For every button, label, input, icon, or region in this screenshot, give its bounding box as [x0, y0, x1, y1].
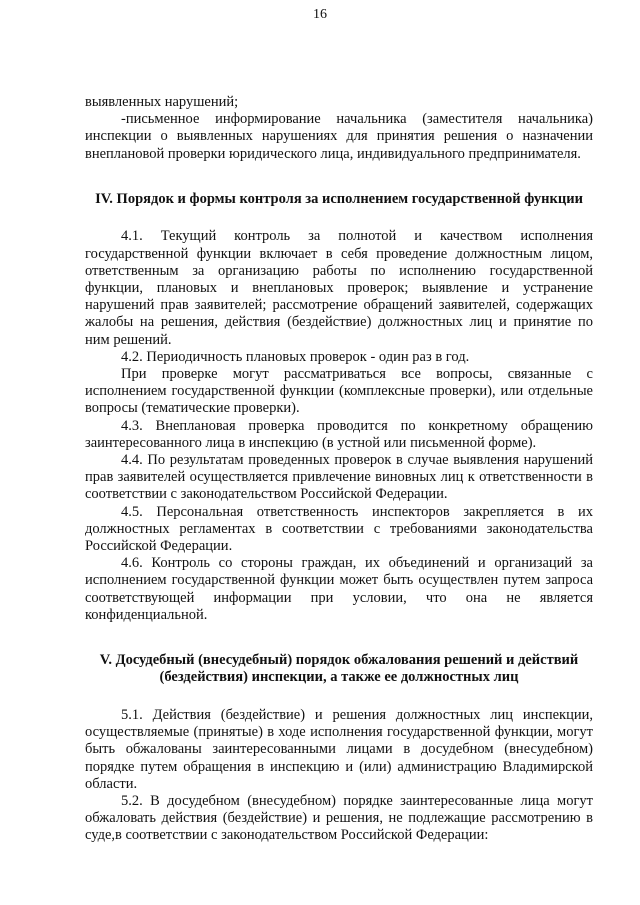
- paragraph-written-notice: -письменное информирование начальника (заместителя начальника) инспекции о выявленных нарушениях для принятия решения о назначении внеплановой проверки юридического лица, индивидуального предпринимателя.: [85, 111, 593, 162]
- section-heading-iv: IV. Порядок и формы контроля за исполнением государственной функции: [95, 190, 583, 207]
- paragraph-5-2: 5.2. В досудебном (внесудебном) порядке заинтересованные лица могут обжаловать действия (бездействие) и решения, не подлежащие рассмотрению в суде,в соответствии с законодательством Российской Федерации:: [85, 793, 593, 844]
- document-body: [85, 94, 593, 845]
- paragraph-continuation: выявленных нарушений;: [85, 94, 239, 110]
- paragraph-4-3: 4.3. Внеплановая проверка проводится по конкретному обращению заинтересованного лица в инспекцию (в устной или письменной форме).: [85, 417, 593, 451]
- paragraph-4-4: 4.4. По результатам проведенных проверок в случае выявления нарушений прав заявителей осуществляется привлечение виновных лиц к ответственности в соответствии с законодательством Российской Федерации.: [85, 451, 593, 503]
- page-number: 16: [313, 7, 327, 22]
- paragraph-5-1: 5.1. Действия (бездействие) и решения должностных лиц инспекции, осуществляемые (принятые) в ходе исполнения государственной функции, могут быть обжалованы заинтересованными лицами в досудебном (внесудебном) порядке путем обращения в инспекцию и (или) администрацию Владимирской области.: [85, 706, 593, 792]
- paragraph-4-5: 4.5. Персональная ответственность инспекторов закрепляется в их должностных регламентах в соответствии с требованиями законодательства Российской Федерации.: [85, 503, 593, 554]
- paragraph-4-6: 4.6. Контроль со стороны граждан, их объединений и организаций за исполнением государственной функции может быть осуществлен путем запроса соответствующей информации при условии, что она не является конфиденциальной.: [85, 555, 593, 623]
- paragraph-4-2-checks: При проверке могут рассматриваться все вопросы, связанные с исполнением государственной функции (комплексные проверки), или отдельные вопросы (тематические проверки).: [85, 365, 593, 417]
- paragraph-4-1: 4.1. Текущий контроль за полнотой и качеством исполнения государственной функции включает в себя проведение должностным лицом, ответственным за организацию работы по исполнению государственной функции, плановых и внеплановых проверок; выявление и устранение нарушений прав заявителей; рассмотрение обращений заявителей, содержащих жалобы на решения, действия (бездействие) должностных лиц и принятие по ним решений.: [85, 228, 593, 348]
- paragraph-4-2: 4.2. Периодичность плановых проверок - один раз в год.: [121, 348, 470, 365]
- section-heading-v: V. Досудебный (внесудебный) порядок обжалования решений и действий (бездействия) инспекции, а также ее должностных лиц: [99, 651, 579, 686]
